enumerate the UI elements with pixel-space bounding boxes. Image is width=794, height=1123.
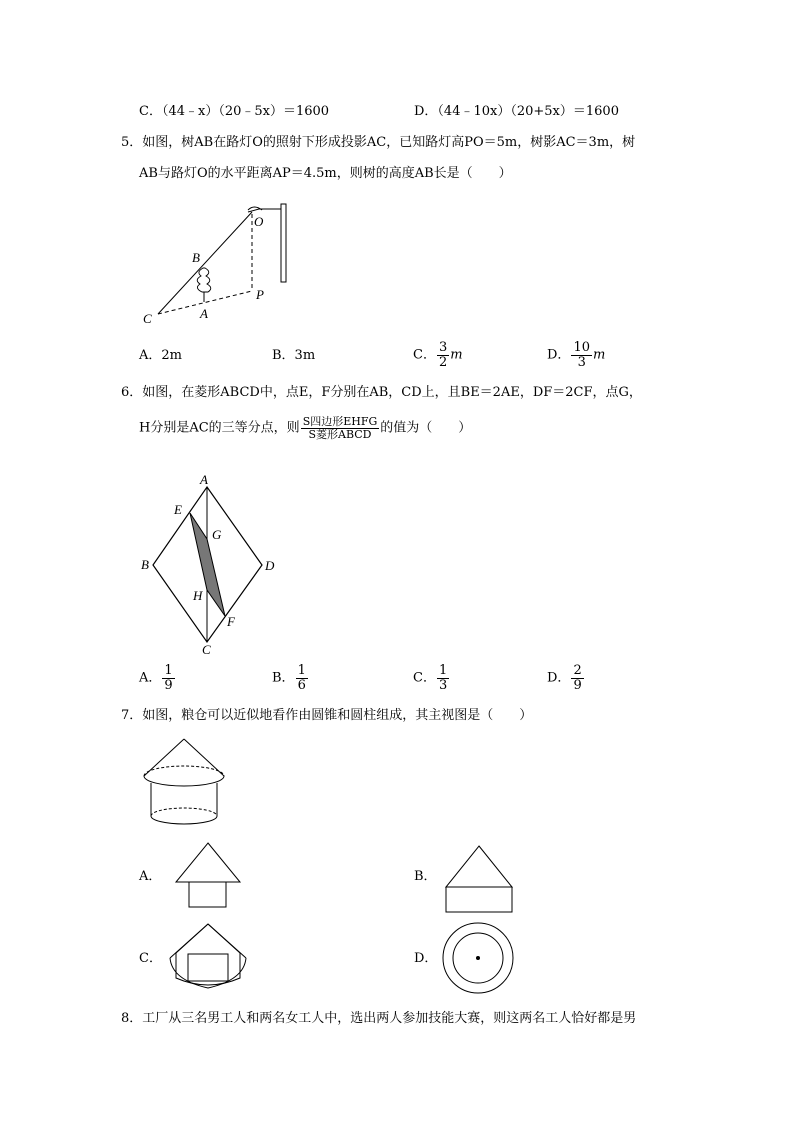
q6-label-b: B bbox=[141, 557, 149, 572]
q6-label-f: F bbox=[227, 614, 235, 629]
q5-option-c-prefix: C． bbox=[413, 347, 436, 363]
q6-option-a-prefix: A． bbox=[139, 670, 162, 686]
q6-label-e: E bbox=[174, 502, 182, 517]
q6-option-c-denominator: 3 bbox=[438, 677, 448, 693]
q6-label-d: D bbox=[265, 558, 275, 573]
q6-option-a-denominator: 9 bbox=[164, 677, 173, 693]
q6-area-ratio-numerator: S四边形EHFG bbox=[302, 415, 378, 428]
q6-option-d-numerator: 2 bbox=[573, 663, 582, 678]
q6-option-b-denominator: 6 bbox=[297, 677, 306, 693]
q6-label-h: H bbox=[193, 588, 203, 603]
prev-option-d: D．（44﹣10x）（20+5x）＝1600 bbox=[414, 104, 619, 119]
q5-label-c: C bbox=[143, 311, 152, 326]
q6-label-g: G bbox=[212, 527, 222, 542]
q6-label-c: C bbox=[202, 642, 211, 657]
q5-label-p: P bbox=[256, 287, 264, 302]
q5-option-c-denominator: 2 bbox=[438, 354, 448, 370]
q6-option-c-prefix: C． bbox=[413, 670, 436, 686]
q7-option-b-label: B． bbox=[414, 869, 437, 884]
q6-area-ratio-denominator: S菱形ABCD bbox=[308, 427, 372, 441]
q5-option-c-numerator: 3 bbox=[438, 340, 448, 355]
q6-stem-line2-post: 的值为（ ） bbox=[380, 420, 472, 436]
q6-option-d-denominator: 9 bbox=[573, 677, 582, 693]
q8-stem-line1: 8．工厂从三名男工人和两名女工人中，选出两人参加技能大赛，则这两名工人恰好都是男 bbox=[121, 1011, 637, 1026]
q6-stem-line2-pre: H分别是AC的三等分点，则 bbox=[139, 420, 300, 436]
q5-stem-line2: AB与路灯O的水平距离AP＝4.5m，则树的高度AB长是（ ） bbox=[139, 166, 512, 181]
q5-label-a: A bbox=[200, 306, 208, 321]
q6-option-b-prefix: B． bbox=[272, 670, 295, 686]
q5-option-d-unit: m bbox=[592, 347, 606, 363]
q7-option-a-label: A． bbox=[139, 869, 162, 884]
q6-option-c-numerator: 1 bbox=[438, 663, 448, 678]
q6-option-b-numerator: 1 bbox=[297, 663, 306, 678]
q5-label-b: B bbox=[192, 250, 200, 265]
q6-option-a-numerator: 1 bbox=[164, 663, 173, 678]
q6-option-d-prefix: D． bbox=[547, 670, 571, 686]
prev-option-c: C．（44﹣x）（20﹣5x）＝1600 bbox=[139, 104, 330, 119]
q7-option-c-label: C． bbox=[139, 951, 162, 966]
q5-option-d-denominator: 3 bbox=[577, 354, 586, 370]
q5-option-d-prefix: D． bbox=[547, 347, 571, 363]
q6-label-a: A bbox=[200, 472, 208, 487]
q5-option-c-unit: m bbox=[450, 347, 463, 363]
q5-option-b: B．3m bbox=[272, 348, 316, 363]
q7-option-d-label: D． bbox=[414, 951, 438, 966]
q5-option-a: A．2m bbox=[139, 348, 182, 363]
q7-stem-line1: 7．如图，粮仓可以近似地看作由圆锥和圆柱组成，其主视图是（ ） bbox=[121, 708, 533, 723]
q5-stem-line1: 5．如图，树AB在路灯O的照射下形成投影AC，已知路灯高PO＝5m，树影AC＝3m，树 bbox=[121, 135, 636, 150]
q6-stem-line1: 6．如图，在菱形ABCD中，点E，F分别在AB，CD上，且BE＝2AE，DF＝2CF，点G， bbox=[121, 385, 642, 400]
q5-option-d-numerator: 10 bbox=[573, 340, 590, 355]
q5-label-o: O bbox=[254, 214, 264, 229]
